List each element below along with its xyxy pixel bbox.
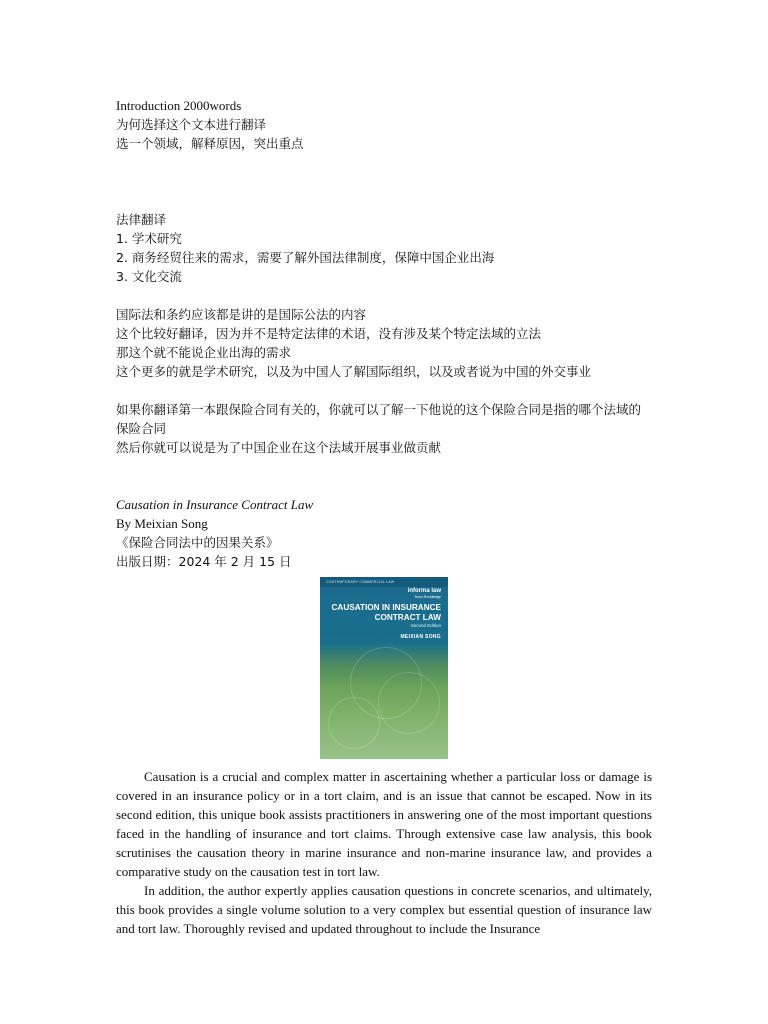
book-publication-date: 出版日期：2024 年 2 月 15 日	[116, 554, 292, 569]
cover-decoration	[328, 697, 380, 749]
cover-title: CAUSATION IN INSURANCE CONTRACT LAW	[331, 603, 441, 622]
cover-author: MEIXIAN SONG	[400, 634, 441, 640]
intl-law-line-4: 这个更多的就是学术研究，以及为中国人了解国际组织，以及或者说为中国的外交事业	[116, 364, 592, 379]
insurance-note-line-1: 如果你翻译第一本跟保险合同有关的，你就可以了解一下他说的这个保险合同是指的哪个法域的保险合同	[116, 402, 642, 436]
book-title: Causation in Insurance Contract Law	[116, 497, 314, 512]
legal-item-1: 1. 学术研究	[116, 231, 182, 246]
intl-law-line-1: 国际法和条约应该都是讲的是国际公法的内容	[116, 307, 367, 322]
cover-edition: Second Edition	[410, 623, 441, 628]
intro-line-2: 选一个领域，解释原因，突出重点	[116, 136, 304, 151]
book-cover-container	[116, 577, 652, 759]
cover-publisher-logo: informa law from Routledge	[407, 588, 441, 599]
intro-heading: Introduction 2000words	[116, 98, 242, 113]
intl-law-line-3: 那这个就不能说企业出海的需求	[116, 345, 292, 360]
legal-translation-heading: 法律翻译	[116, 212, 167, 227]
insurance-note-line-2: 然后你就可以说是为了中国企业在这个法域开展事业做贡献	[116, 440, 442, 455]
legal-item-3: 3. 文化交流	[116, 269, 182, 284]
legal-item-2: 2. 商务经贸往来的需求，需要了解外国法律制度，保障中国企业出海	[116, 250, 495, 265]
book-chinese-title: 《保险合同法中的因果关系》	[116, 535, 279, 550]
book-description-paragraph-2: In addition, the author expertly applies causation questions in concrete scenarios, and ultimately, this book provides a single volume solution to a very complex but essential question of insurance law and tort law. Thoroughly revised and updated throughout to include the Insurance	[116, 883, 652, 936]
intl-law-line-2: 这个比较好翻译，因为并不是特定法律的术语，没有涉及某个特定法域的立法	[116, 326, 542, 341]
cover-decoration	[378, 672, 440, 734]
intro-line-1: 为何选择这个文本进行翻译	[116, 117, 267, 132]
book-description-paragraph-1: Causation is a crucial and complex matter in ascertaining whether a particular loss or damage is covered in an insurance policy or in a tort claim, and is an issue that cannot be escaped. Now in its second edition, this unique book assists practitioners in answering one of the most important questions faced in the handling of insurance and tort claims. Through extensive case law analysis, this book scrutinises the causation theory in marine insurance and non-marine insurance law, and provides a comparative study on the causation test in tort law.	[116, 769, 652, 879]
cover-series-label: CONTEMPORARY COMMERCIAL LAW	[326, 580, 395, 584]
book-cover-image	[320, 577, 448, 759]
document-body	[116, 96, 652, 938]
book-author: By Meixian Song	[116, 516, 208, 531]
